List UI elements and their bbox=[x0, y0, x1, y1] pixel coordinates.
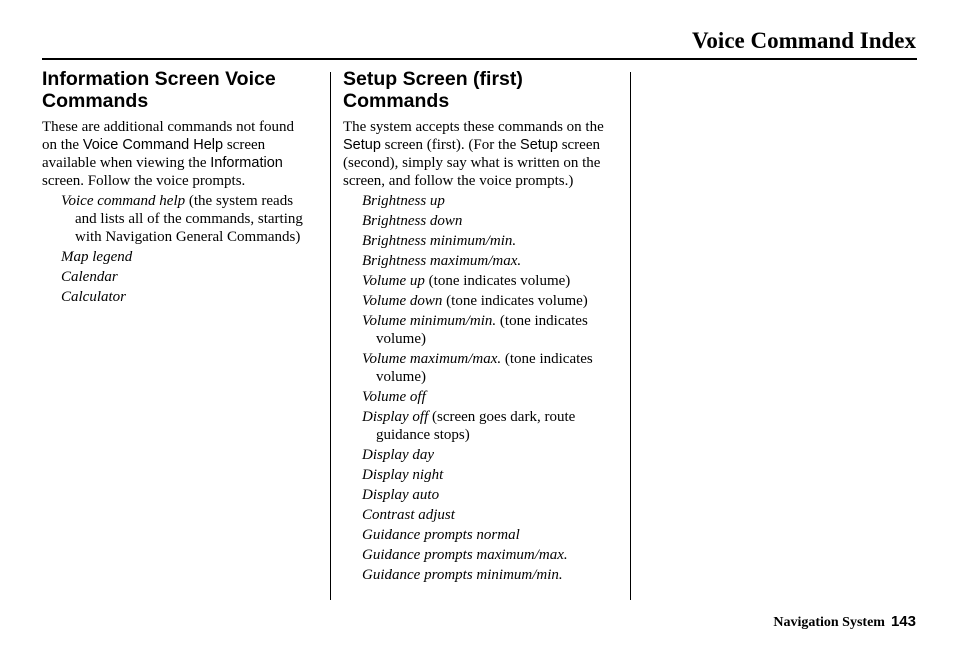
setup-screen-heading: Setup Screen (first) Commands bbox=[343, 68, 523, 112]
command-note: (tone indicates volume) bbox=[376, 351, 593, 385]
command-phrase: Display off bbox=[362, 409, 429, 425]
command-item bbox=[362, 232, 623, 250]
command-note: (the system reads and lists all of the commands, starting with Navigation General Commands) bbox=[75, 193, 303, 245]
command-phrase: Volume minimum/min. bbox=[362, 313, 497, 329]
footer-label: Navigation System bbox=[773, 615, 885, 630]
command-item bbox=[61, 268, 312, 286]
command-note: (screen goes dark, route guidance stops) bbox=[376, 409, 576, 443]
screen-name: Information bbox=[210, 155, 283, 171]
setup-screen-intro bbox=[343, 118, 623, 190]
command-phrase: Display day bbox=[362, 447, 435, 463]
command-item bbox=[362, 526, 623, 544]
command-item bbox=[61, 192, 312, 246]
intro-text: screen (first). (For the bbox=[380, 137, 521, 153]
command-item bbox=[61, 248, 312, 266]
command-item bbox=[61, 288, 312, 306]
command-phrase: Voice command help bbox=[61, 193, 186, 209]
command-phrase: Calendar bbox=[61, 269, 118, 285]
command-item bbox=[362, 408, 623, 444]
column-divider-left bbox=[330, 72, 331, 600]
command-phrase: Volume down bbox=[362, 293, 443, 309]
command-item bbox=[362, 272, 623, 290]
setup-screen-section bbox=[343, 68, 623, 586]
command-item bbox=[362, 192, 623, 210]
setup-screen-command-list bbox=[343, 192, 623, 584]
command-item bbox=[362, 292, 623, 310]
command-item bbox=[362, 566, 623, 584]
command-item bbox=[362, 506, 623, 524]
command-phrase: Brightness down bbox=[362, 213, 463, 229]
command-item bbox=[362, 546, 623, 564]
intro-text: These are additional commands not found on the bbox=[42, 119, 295, 153]
info-screen-command-list bbox=[42, 192, 312, 306]
command-phrase: Guidance prompts minimum/min. bbox=[362, 567, 563, 583]
intro-text: The system accepts these commands on the bbox=[343, 119, 604, 135]
command-phrase: Brightness minimum/min. bbox=[362, 233, 517, 249]
command-item bbox=[362, 388, 623, 406]
screen-name: Voice Command Help bbox=[82, 137, 224, 153]
command-note: (tone indicates volume) bbox=[376, 313, 588, 347]
page-footer bbox=[773, 613, 916, 631]
command-item bbox=[362, 312, 623, 348]
column-divider-right bbox=[630, 72, 631, 600]
command-phrase: Brightness up bbox=[362, 193, 445, 209]
header-rule bbox=[42, 58, 917, 60]
command-item bbox=[362, 466, 623, 484]
command-phrase: Volume maximum/max. bbox=[362, 351, 502, 367]
command-phrase: Display auto bbox=[362, 487, 440, 503]
command-phrase: Display night bbox=[362, 467, 444, 483]
command-item bbox=[362, 212, 623, 230]
screen-name: Setup bbox=[520, 137, 558, 153]
command-phrase: Map legend bbox=[61, 249, 133, 265]
command-phrase: Volume up bbox=[362, 273, 425, 289]
command-phrase: Guidance prompts maximum/max. bbox=[362, 547, 568, 563]
command-phrase: Calculator bbox=[61, 289, 127, 305]
info-screen-intro bbox=[42, 118, 312, 190]
command-note: (tone indicates volume) bbox=[424, 273, 571, 289]
command-item bbox=[362, 252, 623, 270]
command-phrase: Volume off bbox=[362, 389, 426, 405]
intro-text: screen (second), simply say what is written on the screen, and follow the voice prompts.) bbox=[343, 137, 601, 189]
info-screen-section bbox=[42, 68, 312, 308]
command-item bbox=[362, 486, 623, 504]
command-item bbox=[362, 446, 623, 464]
command-item bbox=[362, 350, 623, 386]
intro-text: screen available when viewing the bbox=[42, 137, 266, 171]
command-note: (tone indicates volume) bbox=[442, 293, 588, 309]
command-phrase: Brightness maximum/max. bbox=[362, 253, 522, 269]
page-title: Voice Command Index bbox=[691, 28, 916, 53]
intro-text: screen. Follow the voice prompts. bbox=[42, 173, 246, 189]
screen-name: Setup bbox=[343, 137, 381, 153]
page-number: 143 bbox=[890, 613, 916, 630]
info-screen-heading: Information Screen Voice Commands bbox=[42, 68, 276, 112]
command-phrase: Contrast adjust bbox=[362, 507, 455, 523]
command-phrase: Guidance prompts normal bbox=[362, 527, 520, 543]
